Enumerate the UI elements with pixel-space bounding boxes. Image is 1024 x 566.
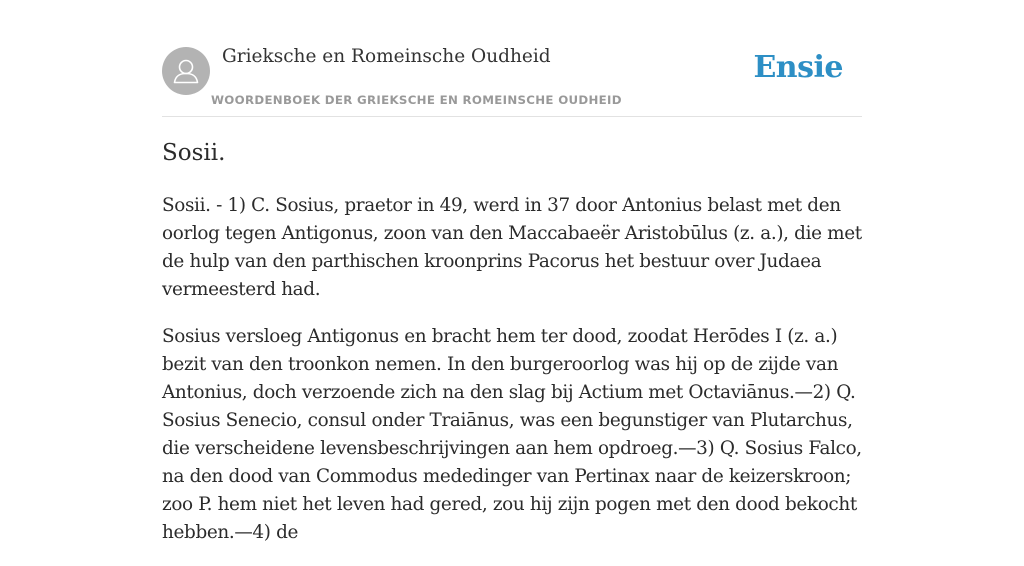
article-paragraph: Sosii. - 1) C. Sosius, praetor in 49, werd in 37 door Antonius belast met den oorlog tegen Antigonus, zoon van den Maccabaeër Aristobūlus (z. a.), die met de hulp van den parthischen kroonprins Pacorus het bestuur over Judaea vermeesterd had. (162, 195, 862, 300)
source-header (162, 40, 862, 117)
source-title-link[interactable]: Grieksche en Romeinsche Oudheid (222, 46, 551, 67)
user-avatar-icon (162, 47, 210, 95)
page-title: Sosii. (162, 140, 226, 166)
brand-logo-link[interactable]: Ensie (753, 50, 843, 85)
article-paragraph: Sosius versloeg Antigonus en bracht hem ter dood, zoodat Herōdes I (z. a.) bezit van den troonkon nemen. In den burgeroorlog was hij op de zijde van Antonius, doch verzoende zich na den slag bij Actium met Octaviānus.—2) Q. Sosius Senecio, consul onder Traiānus, was een begunstiger van Plutarchus, die verscheidene levensbeschrijvingen aan hem opdroeg.—3) Q. Sosius Falco, na den dood van Commodus mededinger van Pertinax naar de keizerskroon; zoo P. hem niet het leven had gered, zou hij zijn pogen met den dood bekocht hebben.—4) de (162, 326, 862, 543)
article-body (162, 192, 868, 566)
source-subtitle: WOORDENBOEK DER GRIEKSCHE EN ROMEINSCHE OUDHEID (211, 93, 622, 107)
